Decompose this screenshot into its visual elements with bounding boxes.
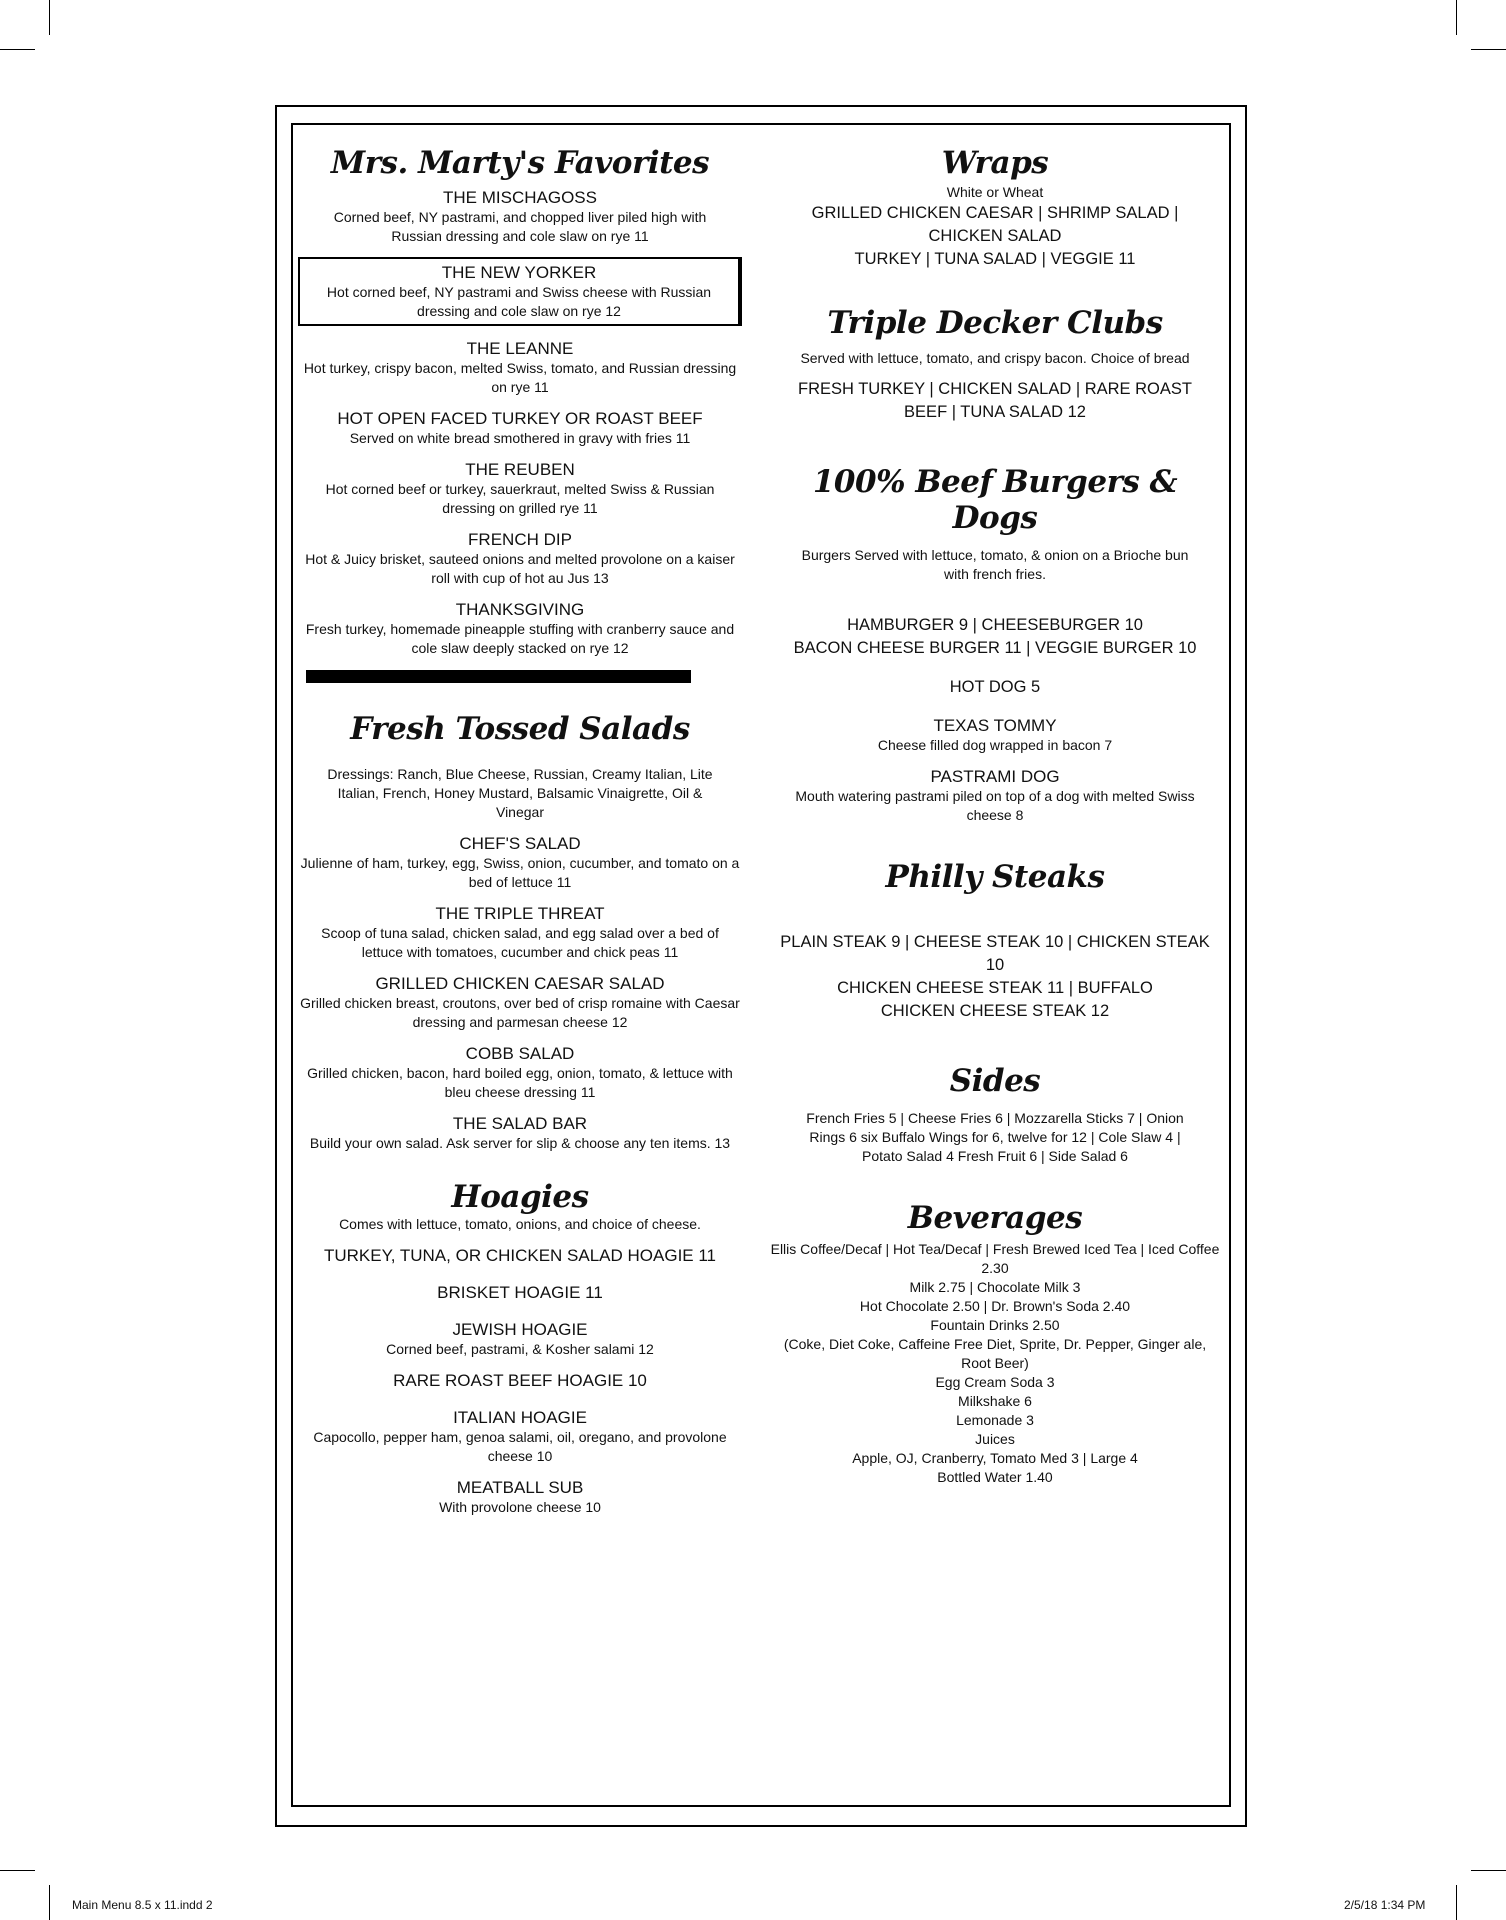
menu-item — [300, 1282, 740, 1303]
beverage-line: Hot Chocolate 2.50 | Dr. Brown's Soda 2.40 — [859, 1298, 1131, 1314]
note-text: Comes with lettuce, tomato, onions, and choice of cheese. — [339, 1216, 701, 1232]
beverage-line: Ellis Coffee/Decaf | Hot Tea/Decaf | Fresh Brewed Iced Tea | Iced Coffee 2.30 — [770, 1241, 1220, 1276]
beverages-section — [770, 1200, 1220, 1487]
wraps-note: White or Wheat — [946, 184, 1044, 200]
section-divider-bar — [306, 670, 691, 683]
philly-section — [780, 859, 1210, 1023]
wraps-line: TURKEY | TUNA SALAD | VEGGIE 11 — [854, 250, 1136, 268]
menu-item — [780, 715, 1210, 755]
clubs-section — [780, 305, 1210, 424]
item-name: MEATBALL SUB — [456, 1478, 584, 1497]
crop-mark — [1456, 1885, 1457, 1920]
dressings-text: Dressings: Ranch, Blue Cheese, Russian, Creamy Italian, Lite Italian, French, Honey Mustard, Balsamic Vinaigrette, Oil & Vinegar — [327, 766, 713, 820]
section-title: Beverages — [907, 1200, 1083, 1236]
item-description: Hot turkey, crispy bacon, melted Swiss, tomato, and Russian dressing on rye 11 — [303, 360, 737, 395]
crop-mark — [49, 1885, 50, 1920]
menu-item-featured — [298, 257, 742, 326]
crop-mark — [0, 49, 35, 50]
menu-item — [300, 459, 740, 518]
menu-item — [300, 833, 740, 892]
menu-item — [300, 903, 740, 962]
menu-item — [300, 1407, 740, 1466]
beverage-line: Bottled Water 1.40 — [937, 1469, 1053, 1485]
menu-item — [300, 599, 740, 658]
menu-item — [300, 1113, 740, 1153]
menu-item — [300, 1245, 740, 1266]
section-title: 100% Beef Burgers & Dogs — [812, 464, 1178, 536]
left-column — [300, 145, 740, 1528]
section-title: Wraps — [941, 145, 1049, 181]
beverage-line: Juices — [975, 1431, 1015, 1447]
clubs-line: FRESH TURKEY | CHICKEN SALAD | RARE ROAST BEEF | TUNA SALAD 12 — [798, 380, 1192, 421]
item-name: THANKSGIVING — [455, 600, 585, 619]
clubs-note: Served with lettuce, tomato, and crispy bacon. Choice of bread — [800, 350, 1190, 366]
menu-item — [300, 529, 740, 588]
beverage-line: (Coke, Diet Coke, Caffeine Free Diet, Sprite, Dr. Pepper, Ginger ale, Root Beer) — [783, 1336, 1207, 1371]
item-name: RARE ROAST BEEF HOAGIE 10 — [393, 1371, 647, 1390]
item-description: Mouth watering pastrami piled on top of a dog with melted Swiss cheese 8 — [795, 788, 1195, 823]
section-title: Philly Steaks — [885, 859, 1105, 895]
section-title: Hoagies — [451, 1179, 589, 1215]
menu-item — [780, 766, 1210, 825]
item-description: Hot & Juicy brisket, sauteed onions and melted provolone on a kaiser roll with cup of hot au Jus 13 — [305, 551, 735, 586]
beverage-line: Milk 2.75 | Chocolate Milk 3 — [909, 1279, 1081, 1295]
item-description: Cheese filled dog wrapped in bacon 7 — [877, 737, 1113, 753]
item-name: THE LEANNE — [466, 339, 574, 358]
salads-section — [300, 711, 740, 1153]
crop-mark — [1471, 49, 1506, 50]
item-name: THE TRIPLE THREAT — [435, 904, 605, 923]
item-description: Build your own salad. Ask server for slip & choose any ten items. 13 — [309, 1135, 731, 1151]
menu-item — [300, 338, 740, 397]
dressings-note — [300, 765, 740, 822]
item-description: Corned beef, NY pastrami, and chopped liver piled high with Russian dressing and cole slaw on rye 11 — [333, 209, 707, 244]
item-description: Hot corned beef or turkey, sauerkraut, melted Swiss & Russian dressing on grilled rye 11 — [325, 481, 715, 516]
sides-section — [780, 1063, 1210, 1166]
beverage-line: Lemonade 3 — [956, 1412, 1034, 1428]
section-title: Mrs. Marty's Favorites — [330, 145, 710, 181]
item-name: TEXAS TOMMY — [933, 716, 1057, 735]
beverage-line: Fountain Drinks 2.50 — [930, 1317, 1060, 1333]
item-description: Fresh turkey, homemade pineapple stuffing with cranberry sauce and cole slaw deeply stacked on rye 12 — [305, 621, 735, 656]
item-description: With provolone cheese 10 — [439, 1499, 601, 1515]
item-name: FRENCH DIP — [468, 530, 572, 549]
item-name: GRILLED CHICKEN CAESAR SALAD — [375, 974, 665, 993]
item-name: CHEF'S SALAD — [459, 834, 581, 853]
item-description: Grilled chicken, bacon, hard boiled egg, onion, tomato, & lettuce with bleu cheese dressing 11 — [307, 1065, 733, 1100]
item-description: Hot corned beef, NY pastrami and Swiss cheese with Russian dressing and cole slaw on rye 12 — [326, 284, 712, 319]
item-name: TURKEY, TUNA, OR CHICKEN SALAD HOAGIE 11 — [323, 1246, 717, 1265]
menu-item — [300, 1043, 740, 1102]
item-description: Julienne of ham, turkey, egg, Swiss, onion, cucumber, and tomato on a bed of lettuce 11 — [300, 855, 740, 890]
hotdog-line: HOT DOG 5 — [949, 678, 1041, 696]
menu-item — [300, 1477, 740, 1517]
item-name: PASTRAMI DOG — [930, 767, 1060, 786]
item-description: Capocollo, pepper ham, genoa salami, oil, oregano, and provolone cheese 10 — [313, 1429, 727, 1464]
favorites-section — [300, 145, 740, 658]
item-description: Scoop of tuna salad, chicken salad, and egg salad over a bed of lettuce with tomatoes, cucumber and chick peas 11 — [321, 925, 719, 960]
section-title: Fresh Tossed Salads — [350, 711, 690, 747]
beverage-line: Egg Cream Soda 3 — [935, 1374, 1055, 1390]
menu-item — [300, 973, 740, 1032]
footer-date-label: 2/5/18 1:34 PM — [1344, 1898, 1426, 1912]
right-column — [770, 145, 1220, 1487]
item-name: THE SALAD BAR — [452, 1114, 588, 1133]
section-title: Sides — [949, 1063, 1041, 1099]
wraps-section — [780, 145, 1210, 271]
burgers-note: Burgers Served with lettuce, tomato, & onion on a Brioche bun with french fries. — [801, 547, 1189, 582]
item-name: COBB SALAD — [465, 1044, 575, 1063]
sides-text: French Fries 5 | Cheese Fries 6 | Mozzarella Sticks 7 | Onion Rings 6 six Buffalo Wings for 6, twelve for 12 | Cole Slaw 4 | Potato Salad 4 Fresh Fruit 6 | Side Salad 6 — [806, 1110, 1184, 1164]
philly-line: CHICKEN CHEESE STEAK 11 | BUFFALO CHICKEN CHEESE STEAK 12 — [837, 979, 1153, 1020]
philly-line: PLAIN STEAK 9 | CHEESE STEAK 10 | CHICKEN STEAK 10 — [780, 933, 1210, 974]
item-name: THE NEW YORKER — [441, 263, 597, 282]
item-name: ITALIAN HOAGIE — [453, 1408, 587, 1427]
menu-item — [300, 1370, 740, 1391]
crop-mark — [49, 0, 50, 35]
item-description: Served on white bread smothered in gravy with fries 11 — [349, 430, 691, 446]
footer-file-label: Main Menu 8.5 x 11.indd 2 — [72, 1898, 213, 1912]
crop-mark — [0, 1870, 35, 1871]
burgers-section — [780, 464, 1210, 825]
crop-mark — [1471, 1870, 1506, 1871]
item-description: Grilled chicken breast, croutons, over bed of crisp romaine with Caesar dressing and parmesan cheese 12 — [300, 995, 740, 1030]
beverage-line: Milkshake 6 — [958, 1393, 1032, 1409]
menu-item — [300, 1319, 740, 1359]
item-description: Corned beef, pastrami, & Kosher salami 12 — [386, 1341, 654, 1357]
beverage-line: Apple, OJ, Cranberry, Tomato Med 3 | Large 4 — [852, 1450, 1138, 1466]
item-name: THE MISCHAGOSS — [443, 188, 597, 207]
menu-item — [300, 408, 740, 448]
section-title: Triple Decker Clubs — [827, 305, 1163, 341]
hoagies-note — [300, 1215, 740, 1234]
item-name: BRISKET HOAGIE 11 — [437, 1283, 603, 1302]
item-name: THE REUBEN — [465, 460, 575, 479]
wraps-line: GRILLED CHICKEN CAESAR | SHRIMP SALAD | CHICKEN SALAD — [811, 204, 1179, 245]
burgers-line: BACON CHEESE BURGER 11 | VEGGIE BURGER 10 — [793, 639, 1197, 657]
hoagies-section — [300, 1179, 740, 1517]
burgers-line: HAMBURGER 9 | CHEESEBURGER 10 — [847, 616, 1143, 634]
item-name: JEWISH HOAGIE — [452, 1320, 588, 1339]
item-name: HOT OPEN FACED TURKEY OR ROAST BEEF — [337, 409, 703, 428]
menu-item — [300, 187, 740, 246]
crop-mark — [1456, 0, 1457, 35]
